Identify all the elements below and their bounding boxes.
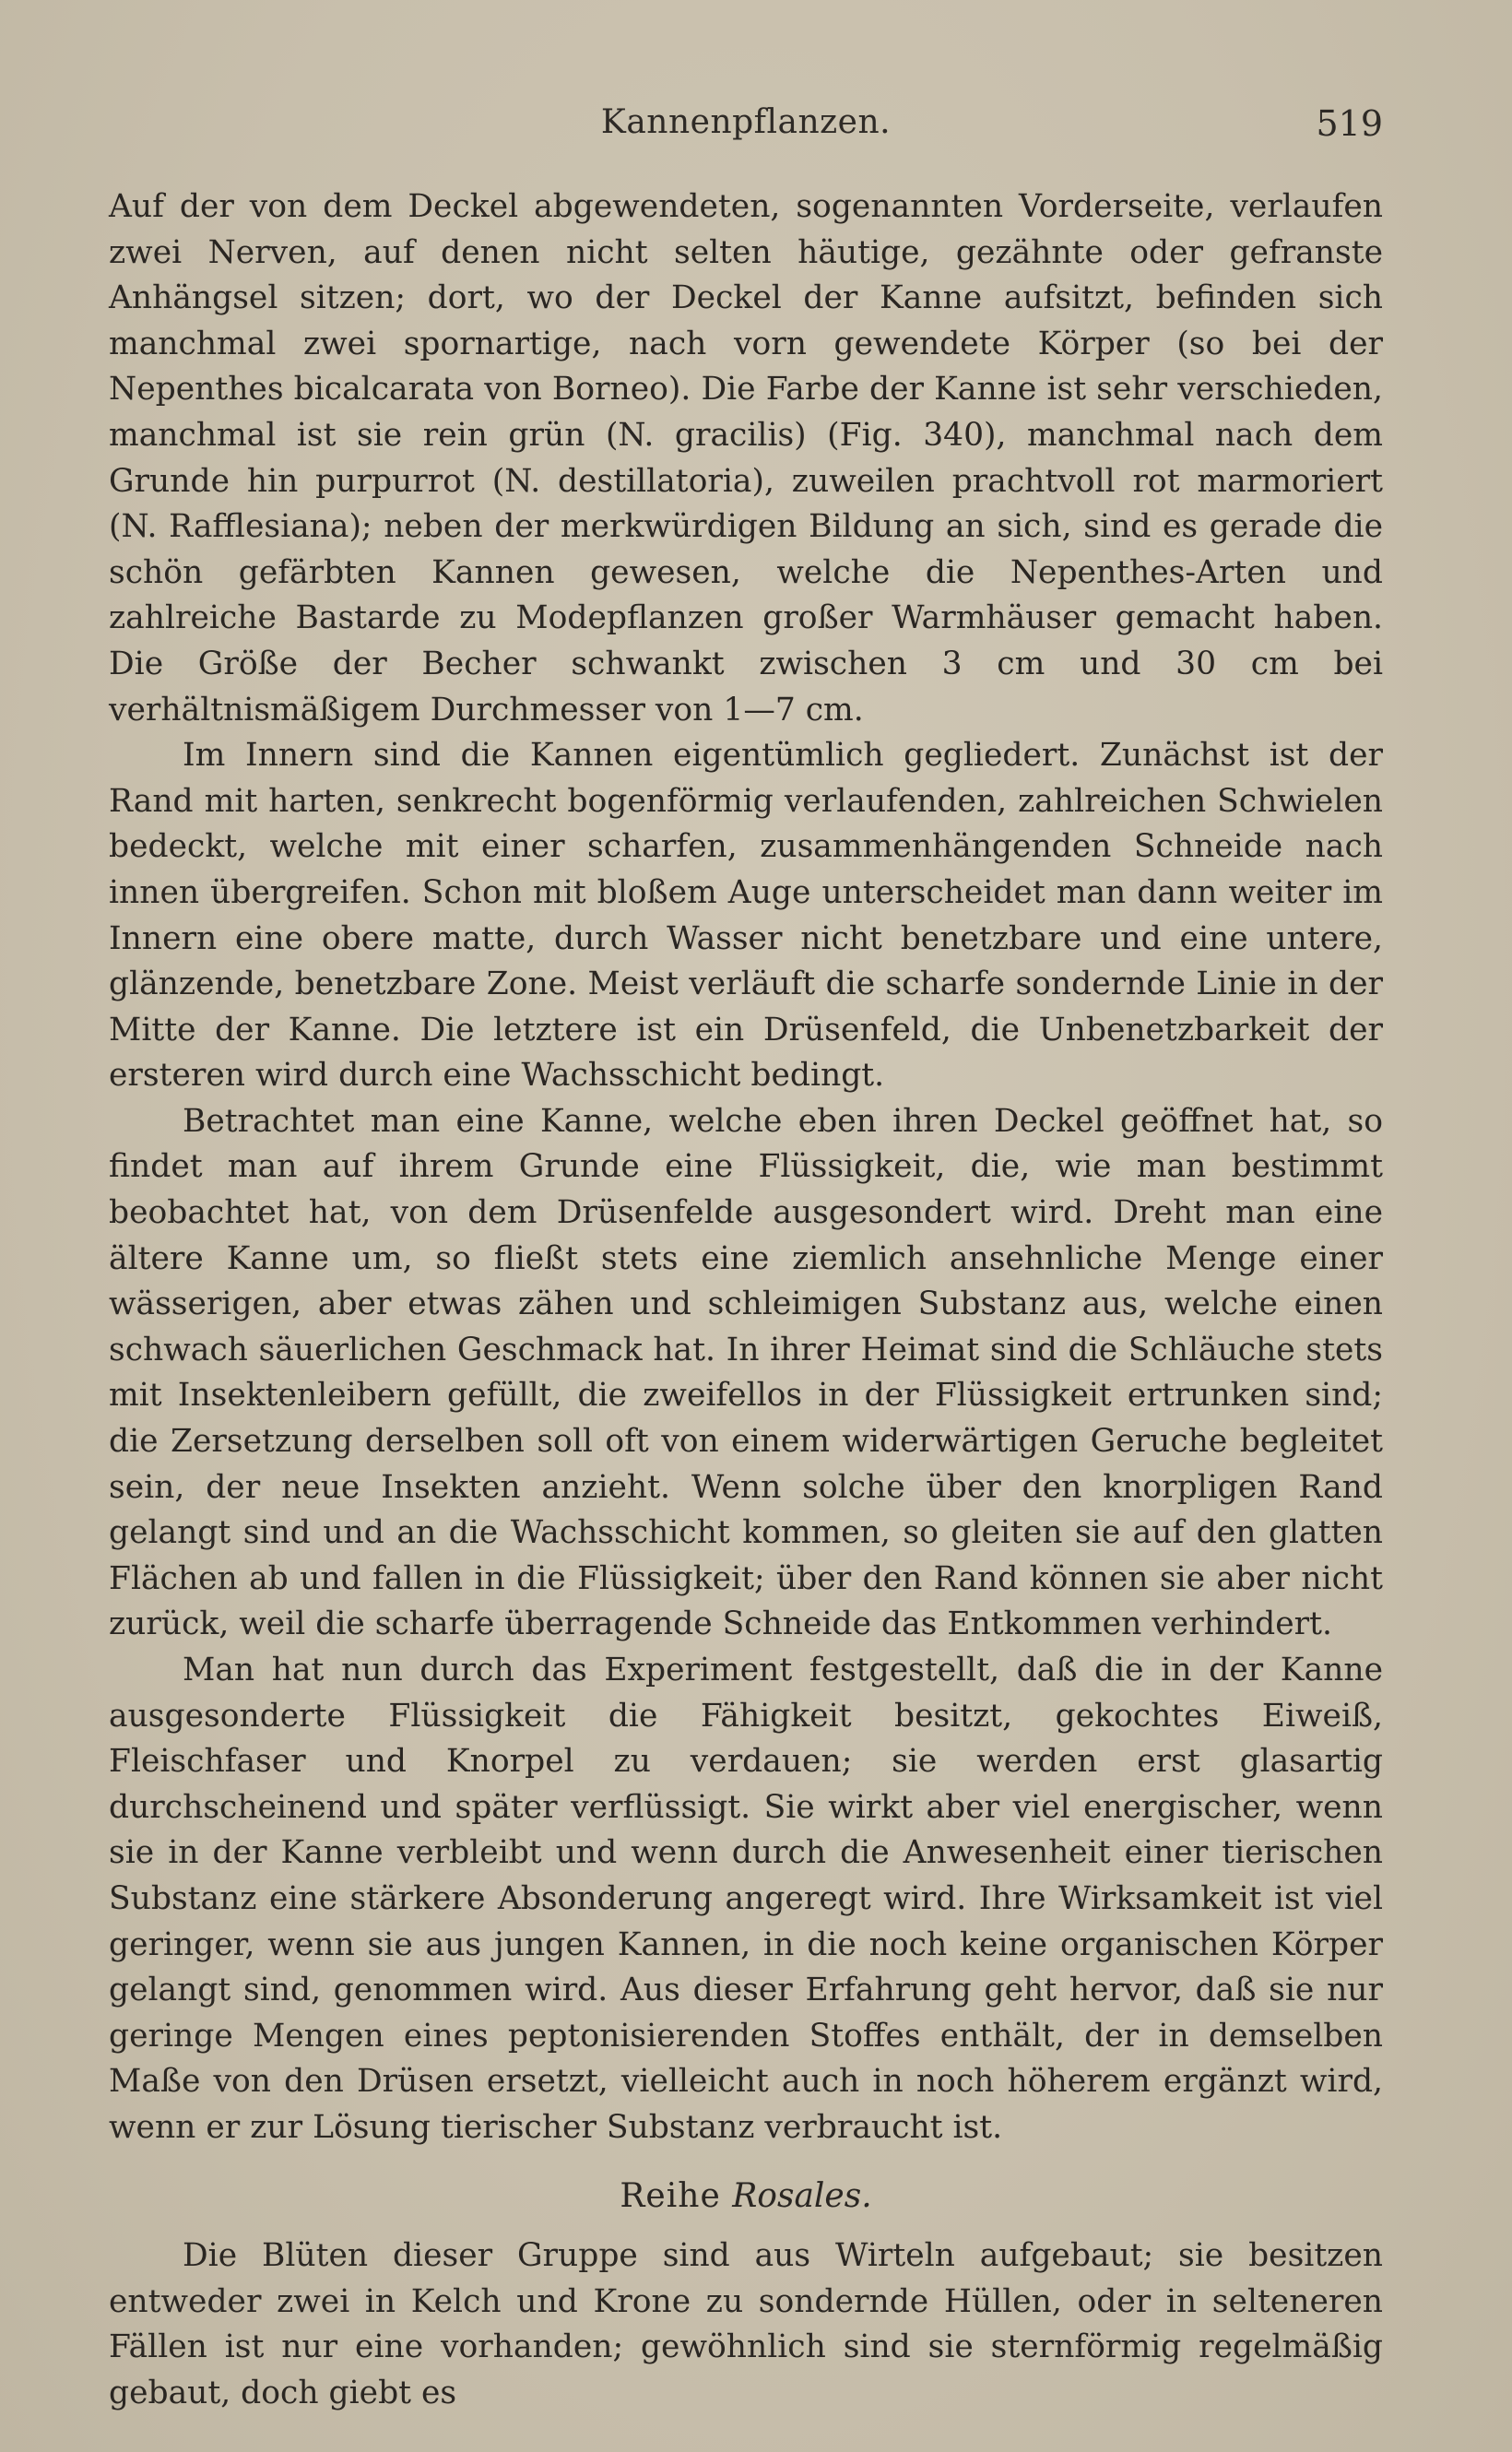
paragraph: Im Innern sind die Kannen eigentümlich gegliedert. Zunächst ist der Rand mit harten, senkrecht bogenförmig verlaufenden, zahlreichen Schwielen bedeckt, welche mit einer scharfen, zusammenhängenden Schneide nach innen übergreifen. Schon mit bloßem Auge unterscheidet man dann weiter im Innern eine obere matte, durch Wasser nicht benetzbare und eine untere, glänzende, benetzbare Zone. Meist verläuft die scharfe sondernde Linie in der Mitte der Kanne. Die letztere ist ein Drüsenfeld, die Unbenetzbarkeit der ersteren wird durch eine Wachsschicht bedingt. <box>109 737 1383 1095</box>
section-heading-prefix: Reihe <box>620 2176 721 2215</box>
paragraph: Betrachtet man eine Kanne, welche eben ihren Deckel geöffnet hat, so findet man auf ihrem Grunde eine Flüssigkeit, die, wie man bestimmt beobachtet hat, von dem Drüsenfelde ausgesondert wird. Dreht man eine ältere Kanne um, so fließt stets eine ziemlich ansehnliche Menge einer wässerigen, aber etwas zähen und schleimigen Substanz aus, welche einen schwach säuerlichen Geschmack hat. In ihrer Heimat sind die Schläuche stets mit Insektenleibern gefüllt, die zweifellos in der Flüssigkeit ertrunken sind; die Zersetzung derselben soll oft von einem widerwärtigen Geruche begleitet sein, der neue Insekten anzieht. Wenn solche über den knorpligen Rand gelangt sind und an die Wachsschicht kommen, so gleiten sie auf den glatten Flächen ab und fallen in die Flüssigkeit; über den Rand können sie aber nicht zurück, weil die scharfe überragende Schneide das Entkommen verhindert. <box>109 1102 1383 1643</box>
paragraph: Man hat nun durch das Experiment festgestellt, daß die in der Kanne ausgesonderte Flüssigkeit die Fähigkeit besitzt, gekochtes Eiweiß, Fleischfaser und Knorpel zu verdauen; sie werden erst glasartig durchscheinend und später verflüssigt. Sie wirkt aber viel energischer, wenn sie in der Kanne verbleibt und wenn durch die Anwesenheit einer tierischen Substanz eine stärkere Absonderung angeregt wird. Ihre Wirksamkeit ist viel geringer, wenn sie aus jungen Kannen, in die noch keine organischen Körper gelangt sind, genommen wird. Aus dieser Erfahrung geht hervor, daß sie nur geringe Mengen eines peptonisierenden Stoffes enthält, der in demselben Maße von den Drüsen ersetzt, vielleicht auch in noch höherem ergänzt wird, wenn er zur Lösung tierischer Substanz verbraucht ist. <box>109 1652 1383 2146</box>
page-header <box>109 103 1383 155</box>
paragraph: Auf der von dem Deckel abgewendeten, sogenannten Vorderseite, verlaufen zwei Nerven, auf denen nicht selten häutige, gezähnte oder gefranste Anhängsel sitzen; dort, wo der Deckel der Kanne aufsitzt, befinden sich manchmal zwei spornartige, nach vorn gewendete Körper (so bei der Nepenthes bicalcarata von Borneo). Die Farbe der Kanne ist sehr verschieden, manchmal ist sie rein grün (N. gracilis) (Fig. 340), manchmal nach dem Grunde hin purpurrot (N. destillatoria), zuweilen prachtvoll rot marmoriert (N. Rafflesiana); neben der merkwürdigen Bildung an sich, sind es gerade die schön gefärbten Kannen gewesen, welche die Nepenthes-Arten und zahlreiche Bastarde zu Modepflanzen großer Warmhäuser gemacht haben. Die Größe der Becher schwankt zwischen 3 cm und 30 cm bei verhältnismäßigem Durchmesser von 1—7 cm. <box>109 188 1383 728</box>
page-number: 519 <box>1316 103 1383 144</box>
running-title: Kannenpflanzen. <box>600 103 892 141</box>
body-text <box>109 184 1383 2417</box>
section-heading <box>109 2174 1383 2220</box>
paragraph: Die Blüten dieser Gruppe sind aus Wirteln aufgebaut; sie besitzen entweder zwei in Kelch und Krone zu sondernde Hüllen, oder in selteneren Fällen ist nur eine vorhanden; gewöhnlich sind sie sternförmig regelmäßig gebaut, doch giebt es <box>109 2237 1383 2411</box>
section-heading-latin: Rosales. <box>732 2176 872 2215</box>
